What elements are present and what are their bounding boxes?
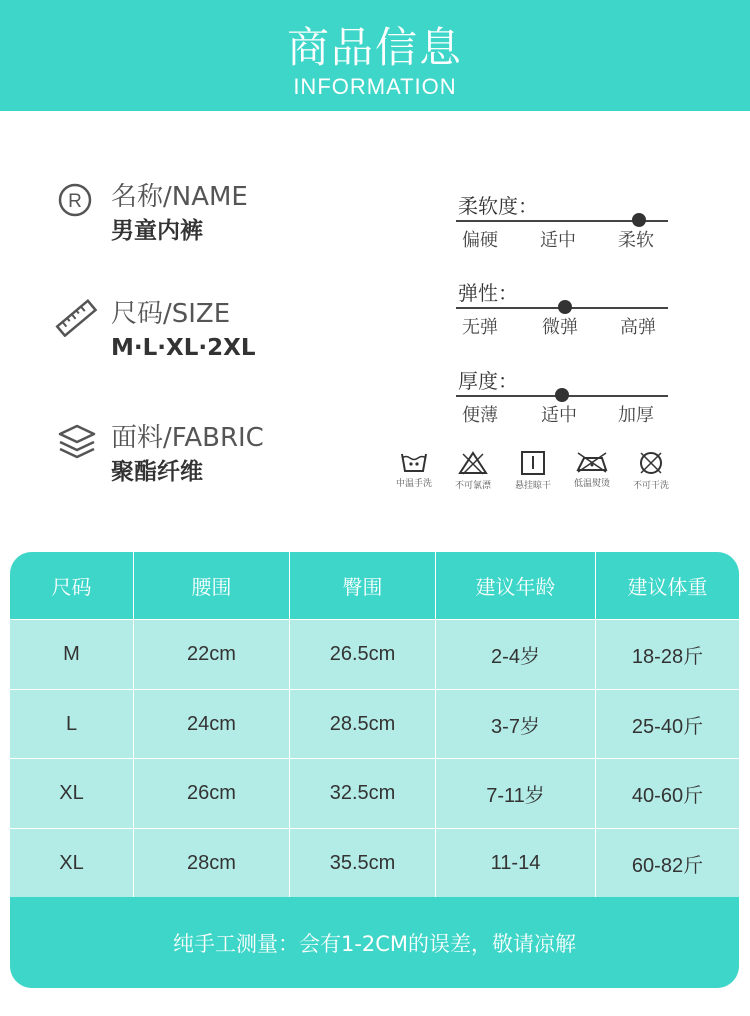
size-table — [10, 552, 739, 988]
ruler-icon — [55, 297, 99, 337]
table-cell: 26.5cm — [290, 620, 436, 689]
table-cell: 2-4岁 — [436, 620, 596, 689]
table-cell: 11-14 — [436, 829, 596, 897]
warm-hand-wash-icon — [399, 450, 429, 474]
name-label: 名称/NAME — [111, 182, 248, 212]
care-item — [626, 450, 676, 492]
table-header-cell: 尺码 — [10, 552, 134, 619]
hang-dry-icon — [520, 450, 546, 476]
table-cell: 60-82斤 — [631, 854, 704, 877]
size-value: M·L·XL·2XL — [111, 335, 256, 361]
registered-icon — [55, 180, 99, 220]
no-bleach-icon — [457, 450, 489, 476]
table-header-cell: 建议年龄 — [436, 552, 596, 619]
softness-title: 柔软度： — [458, 194, 538, 218]
table-header-cell: 臀围 — [290, 552, 436, 619]
table-cell: 28.5cm — [290, 690, 436, 758]
fabric-value: 聚酯纤维 — [111, 459, 203, 485]
care-label: 中温手洗 — [395, 479, 432, 489]
table-cell: XL — [10, 759, 134, 828]
care-item — [509, 450, 557, 492]
softness-marker — [632, 213, 646, 227]
table-cell: 28cm — [134, 829, 290, 897]
table-cell: 26cm — [134, 759, 290, 828]
no-dry-clean-icon — [637, 450, 665, 476]
name-value: 男童内裤 — [111, 218, 203, 244]
table-row — [10, 619, 739, 689]
table-cell: XL — [10, 829, 134, 897]
elasticity-title: 弹性： — [458, 281, 518, 305]
table-cell: 32.5cm — [290, 759, 436, 828]
softness-option: 柔软 — [618, 230, 654, 251]
softness-option: 适中 — [540, 230, 576, 251]
thickness-option: 便薄 — [462, 405, 498, 426]
table-cell: 7-11岁 — [436, 759, 596, 828]
table-cell: 35.5cm — [290, 829, 436, 897]
table-cell: 18-28斤 — [631, 646, 704, 668]
table-cell: 25-40斤 — [631, 715, 704, 738]
svg-text:R: R — [68, 191, 82, 212]
page-title: 商品信息 — [286, 23, 463, 72]
elasticity-option: 无弹 — [462, 317, 498, 338]
thickness-title: 厚度： — [458, 369, 518, 393]
fabric-label: 面料/FABRIC — [111, 423, 264, 453]
table-header-row — [10, 552, 739, 619]
table-cell: 24cm — [134, 690, 290, 758]
low-iron-icon — [574, 450, 610, 474]
elasticity-option: 微弹 — [542, 317, 578, 338]
thickness-marker — [555, 388, 569, 402]
care-label: 不可干洗 — [632, 481, 669, 491]
table-cell: 40-60斤 — [631, 785, 704, 807]
thickness-option: 适中 — [541, 405, 577, 426]
layers-icon — [55, 421, 99, 461]
care-label: 低温熨烫 — [573, 479, 610, 489]
care-item — [566, 450, 618, 490]
elasticity-option: 高弹 — [620, 317, 656, 338]
care-label: 不可氯漂 — [454, 481, 491, 491]
thickness-option: 加厚 — [618, 405, 654, 426]
care-item — [448, 450, 498, 492]
softness-option: 偏硬 — [462, 230, 498, 251]
care-label: 悬挂晾干 — [514, 481, 551, 491]
table-cell: L — [10, 690, 134, 758]
table-cell: 22cm — [134, 620, 290, 689]
elasticity-marker — [558, 300, 572, 314]
measurement-note: 纯手工测量：会有1-2CM的误差，敬请凉解 — [10, 897, 739, 988]
table-header-cell: 建议体重 — [627, 577, 708, 599]
size-label: 尺码/SIZE — [111, 299, 231, 329]
table-row — [10, 689, 739, 758]
header-banner — [0, 0, 750, 111]
table-cell: M — [10, 620, 134, 689]
care-item — [390, 450, 438, 490]
table-row — [10, 828, 739, 897]
table-header-cell: 腰围 — [134, 552, 290, 619]
page-subtitle: INFORMATION — [293, 74, 457, 99]
table-cell: 3-7岁 — [436, 690, 596, 758]
table-row — [10, 758, 739, 828]
